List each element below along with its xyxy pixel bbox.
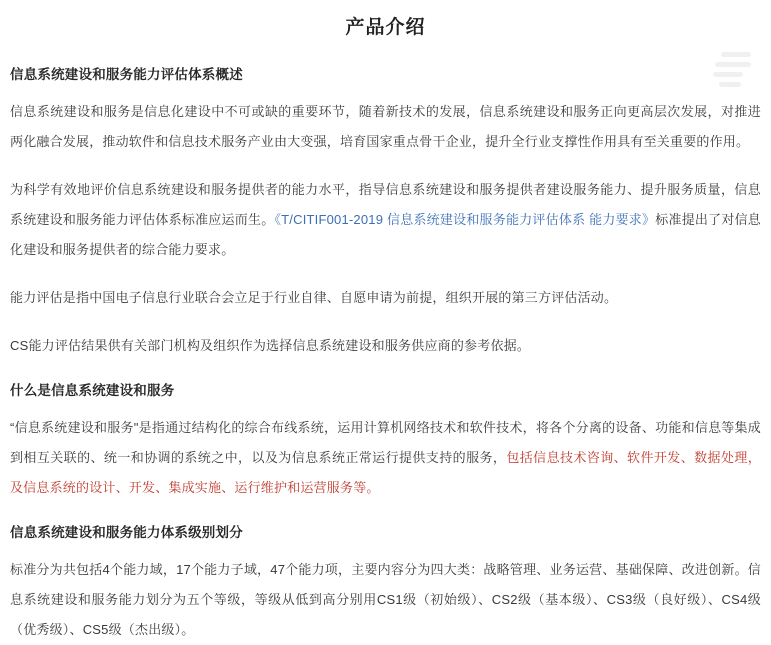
- section-heading-definition: 什么是信息系统建设和服务: [10, 383, 175, 398]
- paragraph-text: 标准提出了对信息化建设和服务提供者的综合能力要求。: [10, 212, 761, 257]
- standard-document-link[interactable]: 《T/CITIF001-2019 信息系统建设和服务能力评估体系 能力要求》: [274, 212, 656, 227]
- paragraph-text: 能力评估是指中国电子信息行业联合会立足于行业自律、自愿申请为前提，组织开展的第三方评估活动。: [10, 290, 618, 305]
- paragraph-text: 信息系统建设和服务是信息化建设中不可或缺的重要环节，随着新技术的发展，信息系统建设和服务正向更高层次发展，对推进两化融合发展，推动软件和信息技术服务产业由大变强，培育国家重点骨干企业，提升全行业支撑性作用具有至关重要的作用。: [10, 104, 761, 149]
- paragraph-text: “信息系统建设和服务"是指通过结构化的综合布线系统，运用计算机网络技术和软件技术，将各个分离的设备、功能和信息等集成到相互关联的、统一和协调的系统之中，以及为信息系统正常运行提供支持的服务，: [10, 420, 761, 465]
- paragraph: [10, 175, 761, 265]
- paragraph: [10, 283, 761, 313]
- paragraph-text: 为科学有效地评价信息系统建设和服务提供者的能力水平，指导信息系统建设和服务提供者建设服务能力、提升服务质量，信息系统建设和服务能力评估体系标准应运而生。: [10, 182, 761, 227]
- section-heading-levels: 信息系统建设和服务能力体系级别划分: [10, 525, 243, 540]
- paragraph: [10, 331, 761, 361]
- paragraph: [10, 97, 761, 157]
- paragraph-text: CS能力评估结果供有关部门机构及组织作为选择信息系统建设和服务供应商的参考依据。: [10, 338, 531, 353]
- page-title: 产品介绍: [345, 17, 426, 38]
- section-heading-overview: 信息系统建设和服务能力评估体系概述: [10, 67, 243, 82]
- paragraph: [10, 555, 761, 645]
- paragraph-text: 标准分为共包括4个能力域，17个能力子域，47个能力项，主要内容分为四大类：战略管理、业务运营、基础保障、改进创新。信息系统建设和服务能力划分为五个等级，等级从低到高分别用CS1级（初始级）、CS2级（基本级）、CS3级（良好级）、CS4级（优秀级）、CS5级（杰出级）。: [10, 562, 761, 637]
- paragraph: [10, 413, 761, 503]
- highlighted-text: 包括信息技术咨询、软件开发、数据处理，及信息系统的设计、开发、集成实施、运行维护和运营服务等。: [10, 450, 761, 495]
